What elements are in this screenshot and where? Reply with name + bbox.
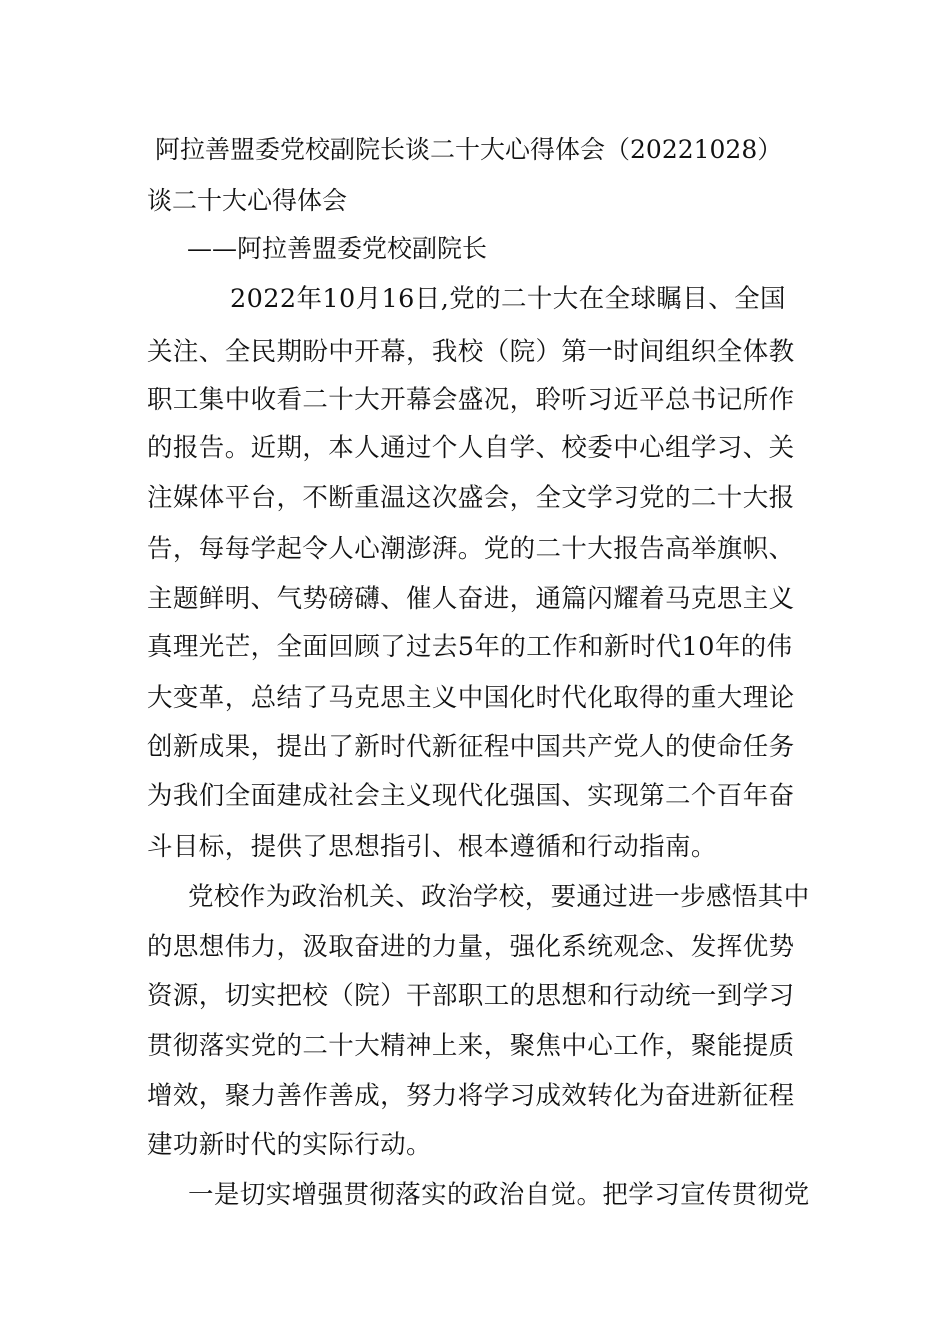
paragraph-line: 注媒体平台，不断重温这次盛会，全文学习党的二十大报 — [147, 483, 795, 513]
paragraph-line: 创新成果，提出了新时代新征程中国共产党人的使命任务 — [147, 732, 795, 762]
paragraph-line: 一是切实增强贯彻落实的政治自觉。把学习宣传贯彻党 — [188, 1180, 810, 1210]
paragraph-line: 的报告。近期，本人通过个人自学、校委中心组学习、关 — [147, 433, 795, 463]
paragraph-line: 大变革，总结了马克思主义中国化时代化取得的重大理论 — [147, 683, 795, 713]
paragraph-line: 为我们全面建成社会主义现代化强国、实现第二个百年奋 — [147, 781, 795, 811]
paragraph-line: 党校作为政治机关、政治学校，要通过进一步感悟其中 — [188, 882, 810, 912]
paragraph-line: 真理光芒，全面回顾了过去5年的工作和新时代10年的伟 — [147, 632, 793, 662]
document-byline: ——阿拉善盟委党校副院长 — [187, 234, 488, 263]
paragraph-line: 关注、全民期盼中开幕，我校（院）第一时间组织全体教 — [147, 337, 795, 367]
paragraph-line: 告，每每学起令人心潮澎湃。党的二十大报告高举旗帜、 — [147, 534, 795, 564]
paragraph-line: 贯彻落实党的二十大精神上来，聚焦中心工作，聚能提质 — [147, 1031, 795, 1061]
document-subtitle: 谈二十大心得体会 — [147, 186, 348, 215]
paragraph-line: 资源，切实把校（院）干部职工的思想和行动统一到学习 — [147, 981, 795, 1011]
paragraph-line: 斗目标，提供了思想指引、根本遵循和行动指南。 — [147, 832, 717, 862]
paragraph-line: 的思想伟力，汲取奋进的力量，强化系统观念、发挥优势 — [147, 932, 795, 962]
paragraph-line: 建功新时代的实际行动。 — [147, 1130, 432, 1160]
paragraph-line: 2022年10月16日,党的二十大在全球瞩目、全国 — [230, 284, 786, 314]
paragraph-line: 主题鲜明、气势磅礴、催人奋进，通篇闪耀着马克思主义 — [147, 584, 795, 614]
paragraph-line: 职工集中收看二十大开幕会盛况，聆听习近平总书记所作 — [147, 385, 795, 415]
document-title: 阿拉善盟委党校副院长谈二十大心得体会（20221028） — [155, 135, 783, 164]
paragraph-line: 增效，聚力善作善成，努力将学习成效转化为奋进新征程 — [147, 1081, 795, 1111]
